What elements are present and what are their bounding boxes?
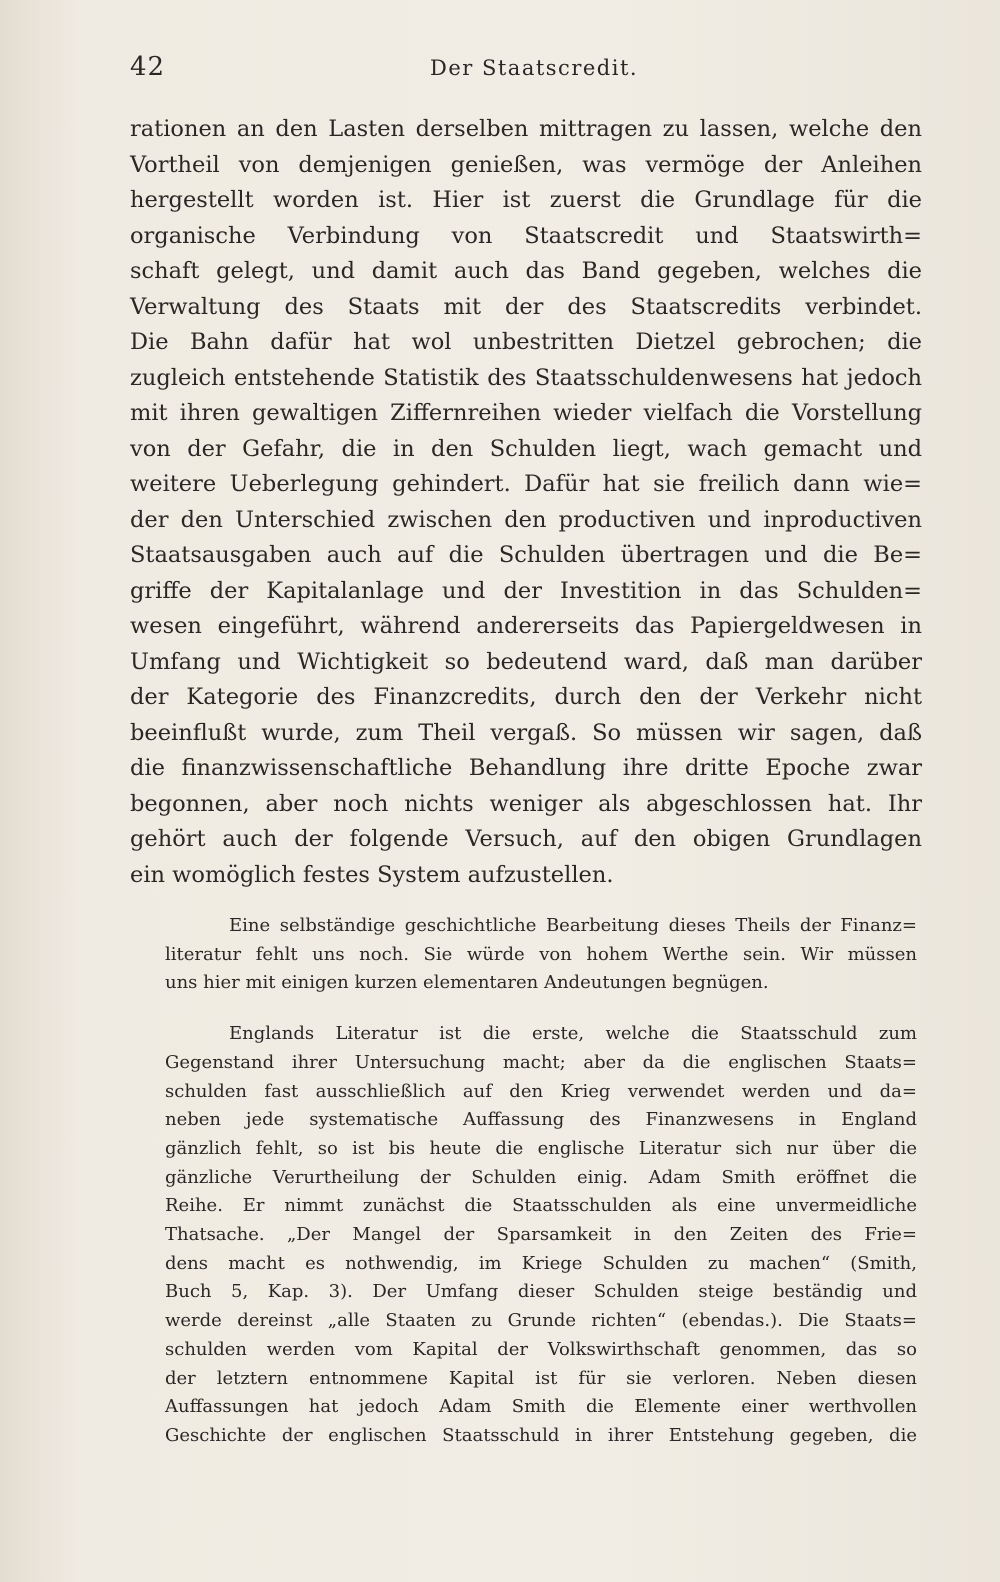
main-text-line: wesen eingeführt, während andererseits das Papiergeldwesen in: [130, 613, 922, 639]
running-head: Der Staatscredit.: [430, 56, 639, 80]
footnote-line: uns hier mit einigen kurzen elementaren Andeutungen begnügen.: [165, 972, 769, 994]
main-text-line: mit ihren gewaltigen Ziffernreihen wieder vielfach die Vorstellung: [130, 400, 922, 426]
main-text-line: gehört auch der folgende Versuch, auf den obigen Grundlagen: [130, 826, 922, 852]
main-text-line: organische Verbindung von Staatscredit und Staatswirth=: [130, 222, 922, 249]
main-text-line: zugleich entstehende Statistik des Staatsschuldenwesens hat jedoch: [130, 364, 922, 391]
footnote-line: Geschichte der englischen Staatsschuld in ihrer Entstehung gegeben, die: [165, 1424, 917, 1446]
main-text-line: beeinflußt wurde, zum Theil vergaß. So müssen wir sagen, daß: [130, 719, 922, 746]
main-text-line: die finanzwissenschaftliche Behandlung ihre dritte Epoche zwar: [130, 755, 922, 781]
footnote-line: Reihe. Er nimmt zunächst die Staatsschulden als eine unvermeidliche: [165, 1195, 917, 1217]
main-text-line: Umfang und Wichtigkeit so bedeutend ward, daß man darüber: [130, 648, 922, 675]
main-text-line: ein womöglich festes System aufzustellen.: [130, 861, 614, 888]
main-text-line: Vortheil von demjenigen genießen, was vermöge der Anleihen: [130, 151, 922, 178]
footnotes: [165, 912, 917, 1451]
footnote-line: der letztern entnommene Kapital ist für sie verloren. Neben diesen: [165, 1367, 917, 1389]
main-text-line: Die Bahn dafür hat wol unbestritten Dietzel gebrochen; die: [130, 329, 922, 355]
main-text-line: rationen an den Lasten derselben mittragen zu lassen, welche den: [130, 116, 922, 142]
main-text-line: der Kategorie des Finanzcredits, durch den der Verkehr nicht: [130, 684, 922, 710]
footnote-paragraph-2: [165, 1020, 917, 1451]
footnote-line: Thatsache. „Der Mangel der Sparsamkeit in den Zeiten des Frie=: [165, 1224, 917, 1246]
footnote-line: gänzliche Verurtheilung der Schulden einig. Adam Smith eröffnet die: [165, 1166, 917, 1188]
main-text-line: Verwaltung des Staats mit der des Staatscredits verbindet.: [130, 293, 922, 320]
footnote-line: Eine selbständige geschichtliche Bearbeitung dieses Theils der Finanz=: [229, 915, 917, 936]
footnote-line: Buch 5, Kap. 3). Der Umfang dieser Schulden steige beständig und: [165, 1281, 917, 1303]
footnote-line: neben jede systematische Auffassung des Finanzwesens in England: [165, 1109, 917, 1131]
footnote-line: schulden fast ausschließlich auf den Krieg verwendet werden und da=: [165, 1080, 917, 1102]
main-text-line: hergestellt worden ist. Hier ist zuerst die Grundlage für die: [130, 187, 922, 213]
footnote-line: werde dereinst „alle Staaten zu Grunde richten“ (ebendas.). Die Staats=: [165, 1310, 917, 1332]
main-text-line: weitere Ueberlegung gehindert. Dafür hat sie freilich dann wie=: [130, 471, 922, 497]
footnote-line: Gegenstand ihrer Untersuchung macht; aber da die englischen Staats=: [165, 1051, 917, 1073]
footnote-line: schulden werden vom Kapital der Volkswirthschaft genommen, das so: [165, 1338, 917, 1360]
footnote-line: literatur fehlt uns noch. Sie würde von hohem Werthe sein. Wir müssen: [165, 943, 917, 965]
page-number: 42: [130, 52, 166, 82]
footnote-paragraph-1: [165, 912, 917, 998]
main-text-line: griffe der Kapitalanlage und der Investition in das Schulden=: [130, 577, 922, 604]
footnote-line: gänzlich fehlt, so ist bis heute die englische Literatur sich nur über die: [165, 1137, 917, 1159]
main-text-line: von der Gefahr, die in den Schulden liegt, wach gemacht und: [130, 435, 922, 462]
footnote-line: dens macht es nothwendig, im Kriege Schulden zu machen“ (Smith,: [165, 1252, 917, 1274]
main-text-line: der den Unterschied zwischen den productiven und inproductiven: [130, 506, 922, 533]
main-text-line: begonnen, aber noch nichts weniger als abgeschlossen hat. Ihr: [130, 790, 922, 817]
main-text-line: schaft gelegt, und damit auch das Band gegeben, welches die: [130, 258, 922, 284]
main-text-line: Staatsausgaben auch auf die Schulden übertragen und die Be=: [130, 542, 922, 568]
main-text-body: [130, 112, 922, 893]
footnote-line: Auffassungen hat jedoch Adam Smith die Elemente einer werthvollen: [165, 1396, 917, 1418]
footnote-line: Englands Literatur ist die erste, welche die Staatsschuld zum: [229, 1023, 917, 1045]
page-header: [130, 52, 920, 92]
